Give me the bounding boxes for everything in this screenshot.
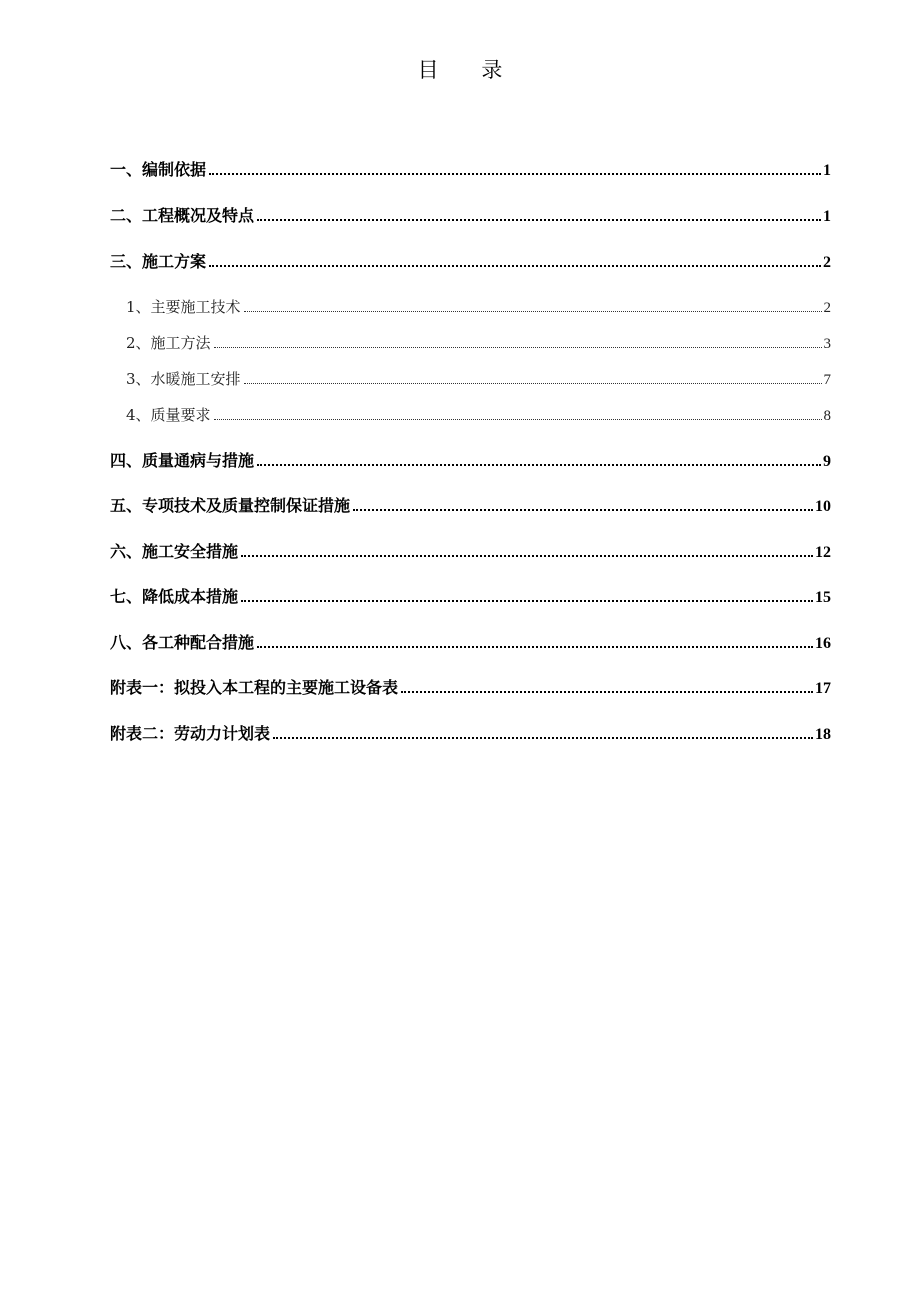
toc-entry-label: 1、主要施工技术 [126,298,241,316]
dot-leader [244,383,822,384]
toc-entry-label: 七、降低成本措施 [110,587,239,606]
toc-entry[interactable] [110,536,831,562]
toc-entry[interactable] [110,581,831,607]
toc-entry-label: 附表一：拟投入本工程的主要施工设备表 [110,678,399,697]
toc-entry-page-number: 1 [823,208,831,225]
toc-entry-label: 2、施工方法 [126,334,211,352]
toc-entry-label: 4、质量要求 [126,406,211,424]
dot-leader [214,419,822,420]
toc-entry-page-number: 9 [823,453,831,470]
dot-leader [273,737,813,739]
dot-leader [353,509,813,511]
toc-entry-label: 八、各工种配合措施 [110,633,255,652]
toc-entry-page-number: 16 [815,635,831,652]
toc-entry[interactable] [110,718,831,744]
dot-leader [214,347,822,348]
dot-leader [257,464,821,466]
toc-entry[interactable] [110,627,831,653]
toc-entry-label: 四、质量通病与措施 [110,451,255,470]
toc-entry-label: 六、施工安全措施 [110,542,239,561]
dot-leader [244,311,822,312]
toc-entry[interactable] [110,154,831,180]
dot-leader [209,265,821,267]
toc-entry-label: 三、施工方案 [110,252,207,271]
toc-entry[interactable] [110,490,831,516]
dot-leader [401,691,813,693]
toc-entry[interactable] [110,246,831,272]
toc-entry[interactable] [110,200,831,226]
toc-entry-label: 一、编制依据 [110,160,207,179]
toc-entry-page-number: 12 [815,544,831,561]
toc-entry-page-number: 15 [815,589,831,606]
dot-leader [257,646,813,648]
toc-entry-label: 五、专项技术及质量控制保证措施 [110,496,351,515]
toc-entry-page-number: 1 [823,162,831,179]
toc-entry-page-number: 7 [823,372,831,388]
dot-leader [241,555,813,557]
dot-leader [241,600,813,602]
toc-entry-label: 二、工程概况及特点 [110,206,255,225]
toc-entry-page-number: 17 [815,680,831,697]
toc-entry[interactable] [110,445,831,471]
toc-entry-page-number: 2 [823,300,831,316]
toc-entry-page-number: 10 [815,498,831,515]
toc-title: 目 录 [417,58,521,82]
toc-entry-label: 附表二：劳动力计划表 [110,724,271,743]
toc-entry-page-number: 3 [823,336,831,352]
toc-entry[interactable] [110,672,831,698]
toc-subentry[interactable] [110,363,831,389]
toc-entry-page-number: 18 [815,726,831,743]
toc-subentry[interactable] [110,291,831,317]
toc-entry-page-number: 8 [823,408,831,424]
toc-entry-label: 3、水暖施工安排 [126,370,241,388]
dot-leader [209,173,821,175]
toc-subentry[interactable] [110,327,831,353]
toc-entry-page-number: 2 [823,254,831,271]
toc-subentry[interactable] [110,399,831,425]
dot-leader [257,219,821,221]
